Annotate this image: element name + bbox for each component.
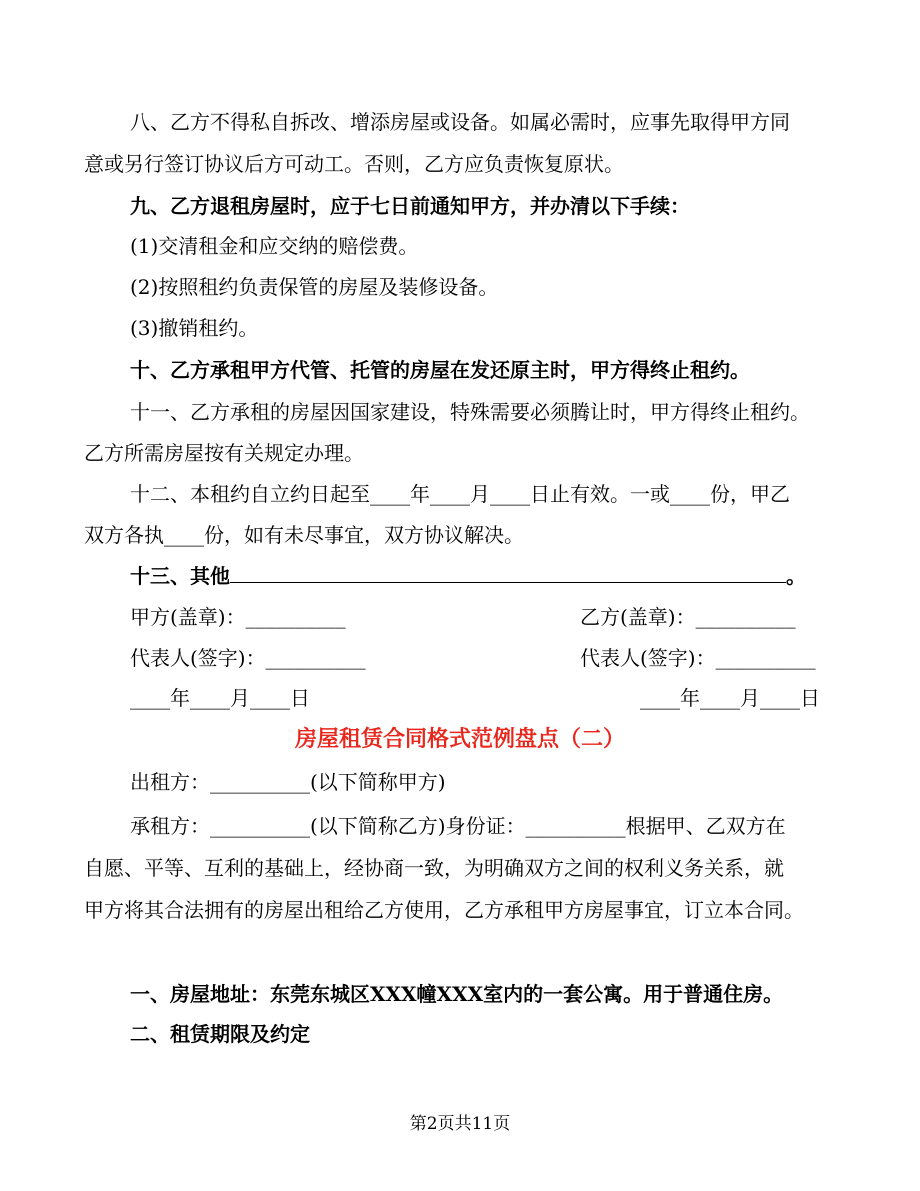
representative-a: 代表人(签字)：__________: [130, 646, 366, 670]
clause-11-line-2: 乙方所需房屋按有关规定办理。: [84, 441, 364, 465]
clause-11-line-1: 十一、乙方承租的房屋因国家建设，特殊需要必须腾让时，甲方得终止租约。: [130, 400, 810, 424]
representative-b: 代表人(签字)：__________: [580, 646, 816, 670]
clause-9-item-3: (3)撤销租约。: [130, 316, 259, 340]
lessor-line: 出租方：__________(以下简称甲方): [130, 770, 446, 794]
clause-8-line-2: 意或另行签订协议后方可动工。否则，乙方应负责恢复原状。: [84, 152, 624, 176]
party-a-seal: 甲方(盖章)：__________: [130, 605, 346, 629]
item-1-address: 一、房屋地址：东莞东城区XXX幢XXX室内的一套公寓。用于普通住房。: [130, 982, 784, 1006]
clause-13: [130, 562, 920, 590]
clause-12-line-1: 十二、本租约自立约日起至____年____月____日止有效。一或____份，甲乙: [130, 482, 790, 506]
lessee-line-1: 承租方：__________(以下简称乙方)身份证：__________根据甲、乙双方在: [130, 814, 786, 838]
clause-9-item-1: (1)交清租金和应交纳的赔偿费。: [130, 234, 419, 258]
section-2-title: 房屋租赁合同格式范例盘点（二）: [294, 726, 625, 752]
lessee-line-2: 自愿、平等、互利的基础上，经协商一致，为明确双方之间的权利义务关系，就: [84, 856, 784, 880]
clause-8-line-1: 八、乙方不得私自拆改、增添房屋或设备。如属必需时，应事先取得甲方同: [130, 110, 790, 134]
clause-13-blank-line: [230, 562, 786, 583]
clause-13-label: 十三、其他: [130, 564, 230, 588]
page-footer: 第2页共11页: [409, 1114, 511, 1134]
item-2-lease-term: 二、租赁期限及约定: [130, 1022, 310, 1046]
party-b-seal: 乙方(盖章)：__________: [580, 605, 796, 629]
clause-12-line-2: 双方各执____份，如有未尽事宜，双方协议解决。: [84, 523, 524, 547]
clause-10: 十、乙方承租甲方代管、托管的房屋在发还原主时，甲方得终止租约。: [130, 358, 750, 382]
date-b: ____年____月____日: [640, 686, 820, 710]
clause-13-end: 。: [786, 564, 806, 588]
date-a: ____年____月____日: [130, 686, 310, 710]
clause-9: 九、乙方退租房屋时，应于七日前通知甲方，并办清以下手续：: [130, 194, 690, 218]
lessee-line-3: 甲方将其合法拥有的房屋出租给乙方使用，乙方承租甲方房屋事宜，订立本合同。: [84, 898, 804, 922]
clause-9-item-2: (2)按照租约负责保管的房屋及装修设备。: [130, 275, 499, 299]
